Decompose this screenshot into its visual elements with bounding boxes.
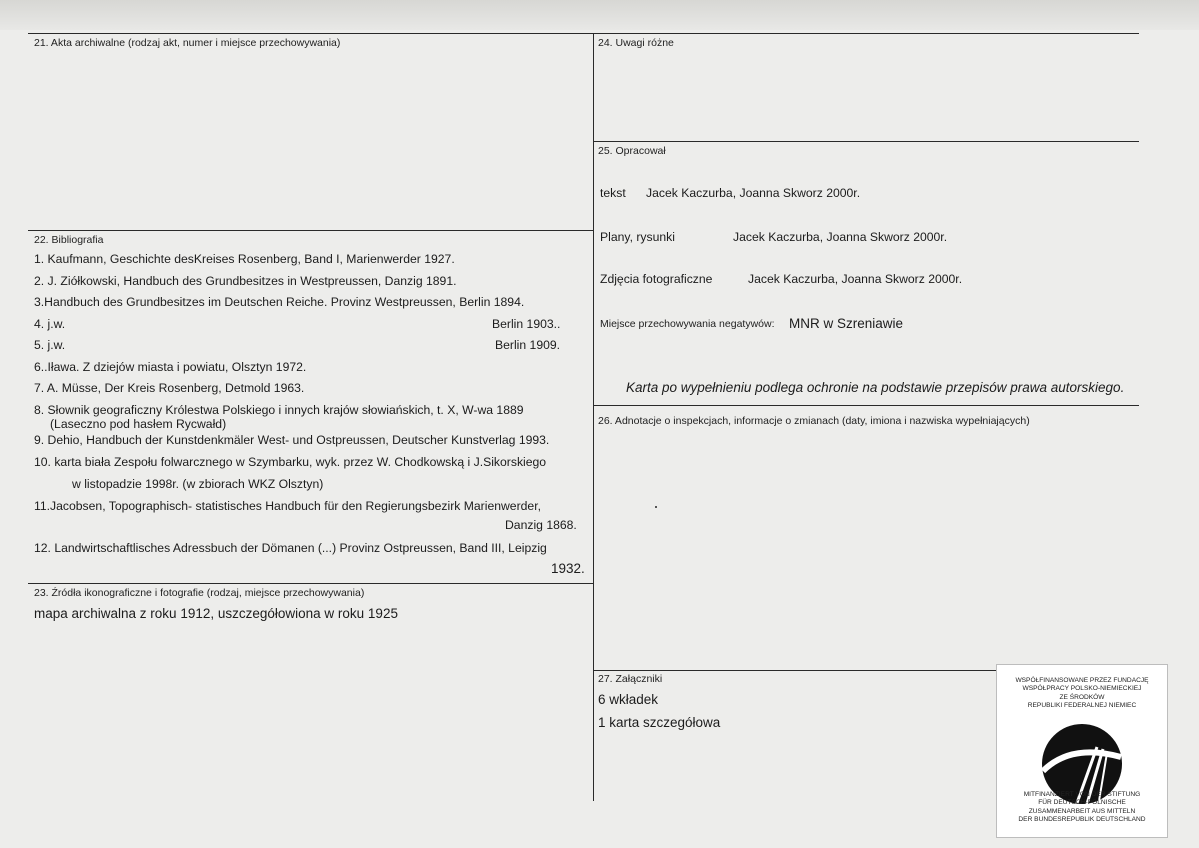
attachment-item: 1 karta szczegółowa (598, 715, 721, 730)
stamp-line: ZE ŚRODKÓW (1059, 693, 1105, 701)
rule-middle-vertical (593, 33, 594, 801)
bibliography-item-continuation: w listopadzie 1998r. (w zbiorach WKZ Olsztyn) (72, 477, 324, 491)
attachment-item: 6 wkładek (598, 692, 659, 707)
bibliography-item: 8. Słownik geograficzny Królestwa Polskiego i innych krajów słowiańskich, t. X, W-wa 1889 (34, 403, 524, 417)
negatives-label: Miejsce przechowywania negatywów: (600, 318, 775, 330)
bibliography-item: 12. Landwirtschaftlisches Adressbuch der Dömanen (...) Provinz Ostpreussen, Band III, Leipzig (34, 541, 547, 555)
bibliography-item: 10. karta biała Zespołu folwarcznego w Szymbarku, wyk. przez W. Chodkowską i J.Sikorskiego (34, 455, 547, 469)
zdjecia-value: Jacek Kaczurba, Joanna Skworz 2000r. (748, 272, 963, 286)
section-23-header: 23. Źródła ikonograficzne i fotografie (rodzaj, miejsce przechowywania) (34, 587, 365, 599)
negatives-value: MNR w Szreniawie (789, 316, 904, 331)
stamp-line: ZUSAMMENARBEIT AUS MITTELN (1028, 807, 1136, 815)
zdjecia-label: Zdjęcia fotograficzne (600, 272, 713, 286)
section-22-header: 22. Bibliografia (34, 234, 104, 246)
rule-23 (28, 583, 593, 584)
iconography-text: mapa archiwalna z roku 1912, uszczegółowiona w roku 1925 (34, 606, 398, 621)
bibliography-item-continuation: 1932. (551, 561, 585, 576)
top-scan-edge (0, 0, 1199, 30)
section-26-header: 26. Adnotacje o inspekcjach, informacje o zmianach (daty, imiona i nazwiska wypełniających) (598, 415, 1030, 427)
rule-top-left (28, 33, 593, 34)
bibliography-item: 2. J. Ziółkowski, Handbuch des Grundbesitzes in Westpreussen, Danzig 1891. (34, 274, 457, 288)
rule-top-right (593, 33, 1139, 34)
plany-label: Plany, rysunki (600, 230, 675, 244)
stamp-line: FÜR DEUTSCH-POLNISCHE (1038, 799, 1126, 807)
section-25-header: 25. Opracował (598, 145, 666, 157)
bibliography-item: 7. A. Müsse, Der Kreis Rosenberg, Detmold 1963. (34, 381, 305, 395)
bibliography-item: 4. j.w. (34, 317, 66, 331)
stamp-line: WSPÓŁPRACY POLSKO-NIEMIECKIEJ (1022, 685, 1142, 693)
bibliography-item: 3.Handbuch des Grundbesitzes im Deutschen Reiche. Provinz Westpreussen, Berlin 1894. (34, 295, 525, 309)
bibliography-item: 9. Dehio, Handbuch der Kunstdenkmäler West- und Ostpreussen, Deutscher Kunstverlag 1993. (34, 433, 550, 447)
section-24-header: 24. Uwagi różne (598, 37, 674, 49)
stamp-line: MITFINANZIERT VON DER STIFTUNG (1023, 791, 1141, 798)
stamp-line: DER BUNDESREPUBLIK DEUTSCHLAND (1018, 816, 1146, 824)
section-21-header: 21. Akta archiwalne (rodzaj akt, numer i miejsce przechowywania) (34, 37, 341, 49)
stamp-line: WSPÓŁFINANSOWANE PRZEZ FUNDACJĘ (1015, 677, 1149, 684)
bibliography-item: 5. j.w. (34, 338, 66, 352)
section-27-header: 27. Załączniki (598, 673, 663, 685)
plany-value: Jacek Kaczurba, Joanna Skworz 2000r. (733, 230, 948, 244)
scan-speck (655, 506, 657, 508)
stamp-text-polish (997, 677, 1167, 711)
bibliography-item-detail: Berlin 1909. (495, 338, 561, 352)
bibliography-item-continuation: Danzig 1868. (505, 518, 577, 532)
rule-26 (593, 405, 1139, 406)
stamp-text-german (997, 791, 1167, 825)
bibliography-item-detail: Berlin 1903.. (492, 317, 561, 331)
tekst-value: Jacek Kaczurba, Joanna Skworz 2000r. (646, 186, 861, 200)
cofinancing-stamp (996, 664, 1168, 838)
stamp-line: REPUBLIKI FEDERALNEJ NIEMIEC (1027, 702, 1137, 710)
rule-22 (28, 230, 593, 231)
bibliography-item-continuation: (Laseczno pod hasłem Rycwałd) (50, 417, 227, 431)
tekst-label: tekst (600, 186, 626, 200)
rule-27 (593, 670, 996, 671)
bibliography-item: 6..Iława. Z dziejów miasta i powiatu, Olsztyn 1972. (34, 360, 307, 374)
rule-25 (593, 141, 1139, 142)
bibliography-item: 11.Jacobsen, Topographisch- statistisches Handbuch für den Regierungsbezirk Marienwerder, (34, 499, 541, 513)
copyright-note: Karta po wypełnieniu podlega ochronie na podstawie przepisów prawa autorskiego. (626, 380, 1125, 395)
bibliography-item: 1. Kaufmann, Geschichte desKreises Rosenberg, Band I, Marienwerder 1927. (34, 252, 455, 266)
